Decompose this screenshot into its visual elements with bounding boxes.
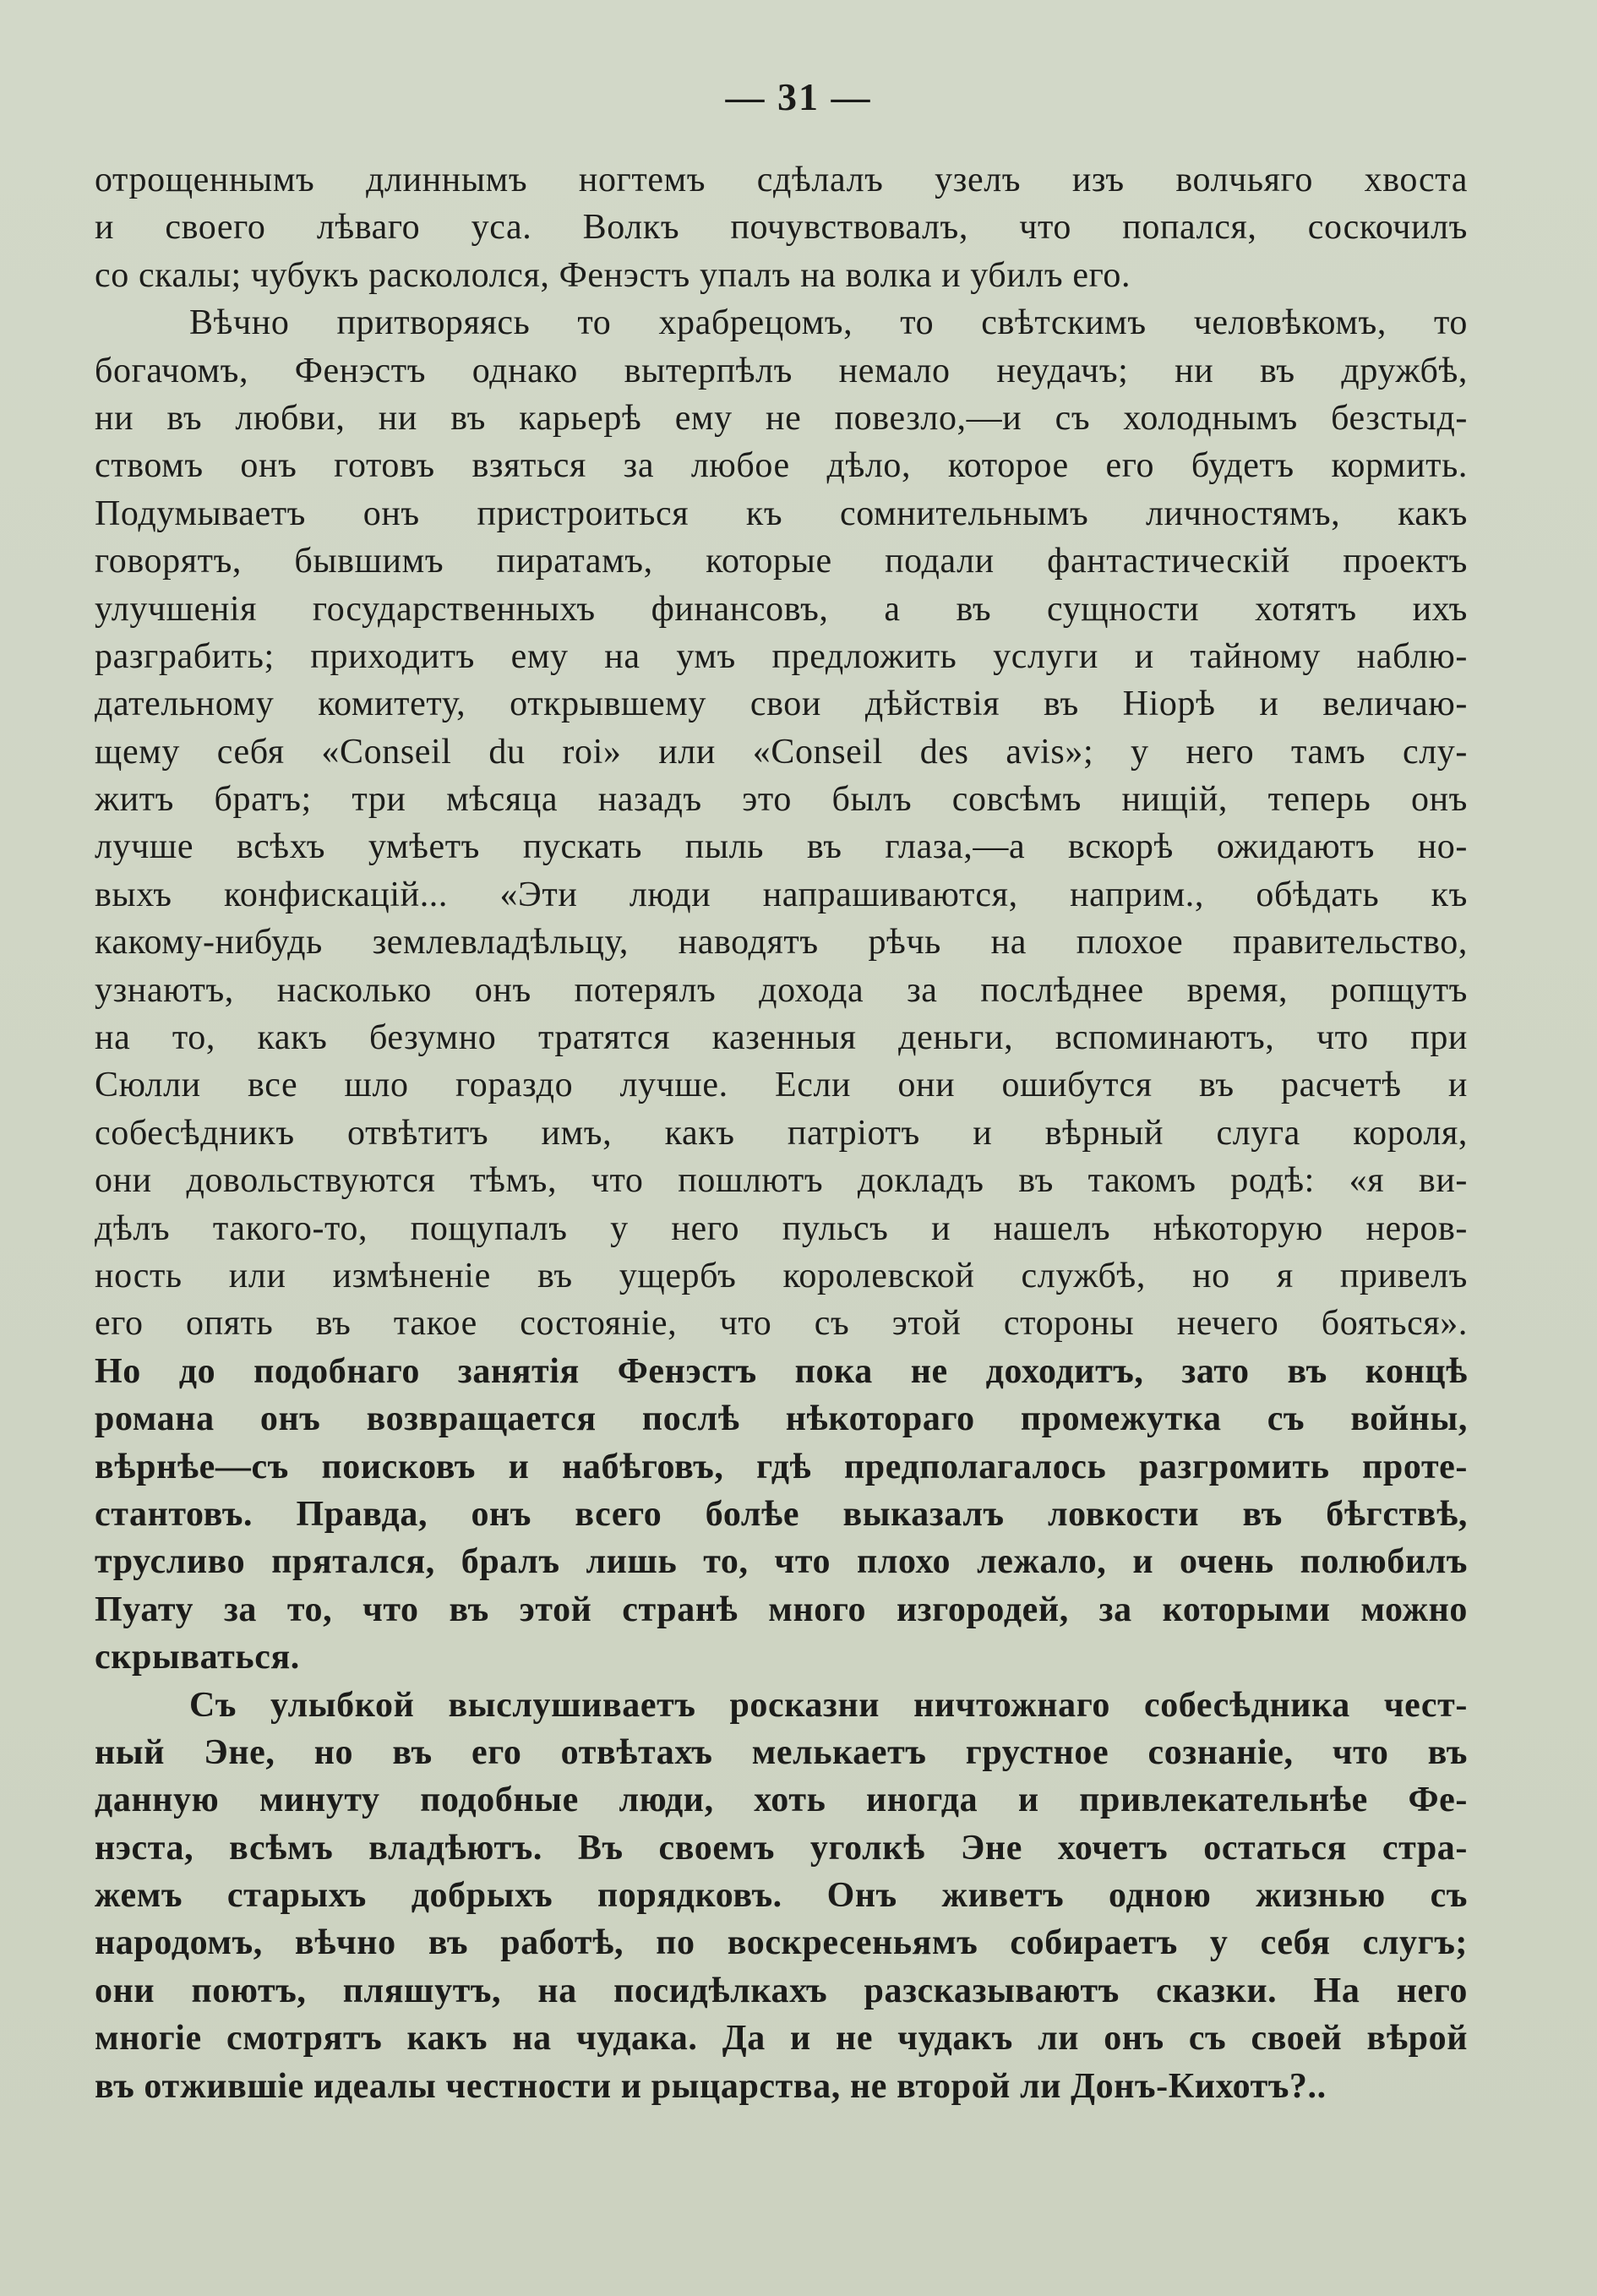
- text-line: Сюлли все шло гораздо лучше. Если они ошибутся въ расчетѣ и: [95, 1066, 1468, 1105]
- text-line: жемъ старыхъ добрыхъ порядковъ. Онъ живетъ одною жизнью съ: [95, 1876, 1468, 1916]
- text-line: собесѣдникъ отвѣтитъ имъ, какъ патріотъ и вѣрный слуга короля,: [95, 1113, 1468, 1153]
- text-line: Вѣчно притворяясь то храбрецомъ, то свѣтскимъ человѣкомъ, то: [189, 303, 1468, 343]
- text-line: лучше всѣхъ умѣетъ пускать пыль въ глаза,—а вскорѣ ожидаютъ но-: [95, 827, 1468, 867]
- text-line: ствомъ онъ готовъ взяться за любое дѣло, которое его будетъ кормить.: [95, 446, 1468, 486]
- text-line: говорятъ, бывшимъ пиратамъ, которые подали фантастическій проектъ: [95, 542, 1468, 581]
- text-line: житъ братъ; три мѣсяца назадъ это былъ совсѣмъ нищій, теперь онъ: [95, 780, 1468, 820]
- text-line: скрываться.: [95, 1638, 300, 1677]
- text-line: Но до подобнаго занятія Фенэстъ пока не доходитъ, зато въ концѣ: [95, 1351, 1468, 1391]
- text-line: Съ улыбкой выслушиваетъ росказни ничтожнаго собесѣдника чест-: [189, 1685, 1468, 1725]
- text-line: данную минуту подобные люди, хоть иногда и привлекательнѣе Фе-: [95, 1781, 1468, 1820]
- text-line: романа онъ возвращается послѣ нѣкотораго промежутка съ войны,: [95, 1399, 1468, 1439]
- text-line: ный Эне, но въ его отвѣтахъ мелькаетъ грустное сознаніе, что въ: [95, 1732, 1468, 1772]
- text-line: они довольствуются тѣмъ, что пошлютъ докладъ въ такомъ родѣ: «я ви-: [95, 1161, 1468, 1201]
- text-line: ность или измѣненіе въ ущербъ королевской службѣ, но я привелъ: [95, 1256, 1468, 1295]
- text-line: народомъ, вѣчно въ работѣ, по воскресеньямъ собираетъ у себя слугъ;: [95, 1923, 1468, 1963]
- text-line: на то, какъ безумно тратятся казенныя деньги, вспоминаютъ, что при: [95, 1018, 1468, 1058]
- text-line: богачомъ, Фенэстъ однако вытерпѣлъ немало неудачъ; ни въ дружбѣ,: [95, 351, 1468, 390]
- text-line: разграбить; приходитъ ему на умъ предложить услуги и тайному наблю-: [95, 636, 1468, 676]
- text-line: нэста, всѣмъ владѣютъ. Въ своемъ уголкѣ Эне хочетъ остаться стра-: [95, 1828, 1468, 1868]
- text-line: Подумываетъ онъ пристроиться къ сомнительнымъ личностямъ, какъ: [95, 494, 1468, 533]
- text-line: дательному комитету, открывшему свои дѣйствія въ Ніорѣ и величаю-: [95, 684, 1468, 724]
- text-line: отрощеннымъ длиннымъ ногтемъ сдѣлалъ узелъ изъ волчьяго хвоста: [95, 161, 1468, 199]
- text-line: Пуату за то, что въ этой странѣ много изгородей, за которыми можно: [95, 1590, 1468, 1629]
- text-line: выхъ конфискацій... «Эти люди напрашиваются, наприм., обѣдать къ: [95, 875, 1468, 914]
- text-line: въ отжившіе идеалы честности и рыцарства, не второй ли Донъ-Кихотъ?..: [95, 2066, 1327, 2106]
- text-line: какому-нибудь землевладѣльцу, наводятъ рѣчь на плохое правительство,: [95, 923, 1468, 963]
- page-number: — 31 —: [725, 75, 872, 118]
- text-line: ни въ любви, ни въ карьерѣ ему не повезло,—и съ холоднымъ безстыд-: [95, 398, 1468, 438]
- text-line: и своего лѣваго уса. Волкъ почувствовалъ, что попался, соскочилъ: [95, 208, 1468, 248]
- text-line: они поютъ, пляшутъ, на посидѣлкахъ разсказываютъ сказки. На него: [95, 1971, 1468, 2010]
- text-line: трусливо прятался, бралъ лишь то, что плохо лежало, и очень полюбилъ: [95, 1542, 1468, 1582]
- text-line: многіе смотрятъ какъ на чудака. Да и не чудакъ ли онъ съ своей вѣрой: [95, 2019, 1468, 2059]
- text-line: со скалы; чубукъ раскололся, Фенэстъ упалъ на волка и убилъ его.: [95, 255, 1131, 295]
- text-line: щему себя «Conseil du roi» или «Conseil des avis»; у него тамъ слу-: [95, 732, 1468, 772]
- text-line: улучшенія государственныхъ финансовъ, а въ сущности хотятъ ихъ: [95, 589, 1468, 629]
- body-text: [95, 156, 1468, 2110]
- text-line: стантовъ. Правда, онъ всего болѣе выказалъ ловкости въ бѣгствѣ,: [95, 1494, 1468, 1534]
- text-line: узнаютъ, насколько онъ потерялъ дохода за послѣднее время, ропщутъ: [95, 970, 1468, 1010]
- text-line: дѣлъ такого-то, пощупалъ у него пульсъ и нашелъ нѣкоторую неров-: [95, 1208, 1468, 1248]
- text-line: его опять въ такое состояніе, что съ этой стороны нечего бояться».: [95, 1304, 1468, 1344]
- text-line: вѣрнѣе—съ поисковъ и набѣговъ, гдѣ предполагалось разгромить проте-: [95, 1447, 1468, 1486]
